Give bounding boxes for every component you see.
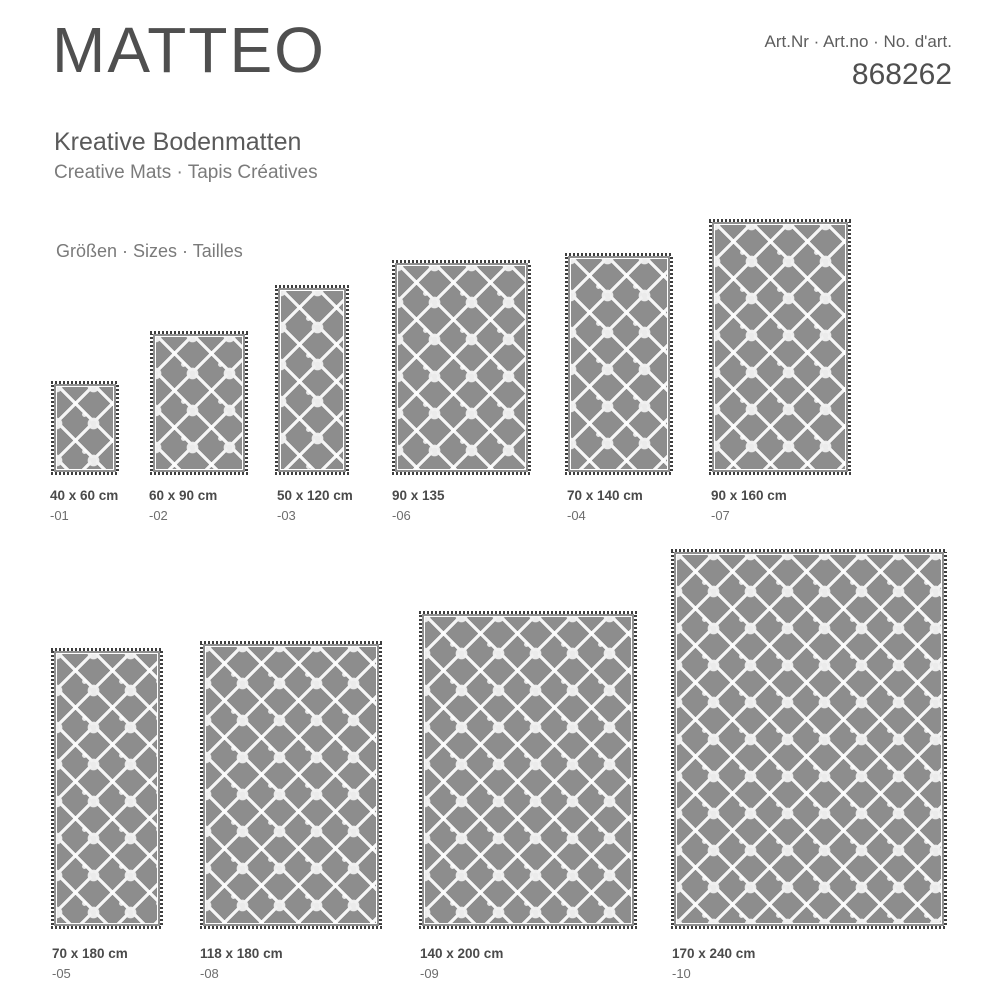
mat-caption-02 — [149, 488, 217, 523]
mat-swatch-03 — [272, 282, 352, 478]
mat-code-09: -09 — [420, 966, 439, 981]
mat-pattern — [571, 259, 667, 469]
mat-pattern — [425, 617, 631, 923]
mat-caption-01 — [50, 488, 118, 523]
mat-size-08: 118 x 180 cm — [200, 946, 283, 961]
article-number-value: 868262 — [851, 58, 952, 91]
mat-code-07: -07 — [711, 508, 730, 523]
mat-pattern — [57, 387, 113, 469]
mat-size-10: 170 x 240 cm — [672, 946, 756, 961]
mat-swatch-07 — [706, 216, 854, 478]
mat-code-02: -02 — [149, 508, 168, 523]
mat-pattern — [57, 654, 157, 923]
mat-code-10: -10 — [672, 966, 691, 981]
mat-swatch-05 — [48, 645, 166, 932]
mat-size-09: 140 x 200 cm — [420, 946, 504, 961]
sizes-section-label: Größen · Sizes · Tailles — [56, 241, 243, 261]
mat-caption-05 — [52, 946, 128, 981]
mat-caption-03 — [277, 488, 353, 523]
mat-code-06: -06 — [392, 508, 411, 523]
mat-size-03: 50 x 120 cm — [277, 488, 353, 503]
mat-swatch-01 — [48, 378, 122, 478]
mat-swatch-09 — [416, 608, 640, 932]
mat-pattern — [715, 225, 845, 469]
mat-code-01: -01 — [50, 508, 69, 523]
mat-swatch-10 — [668, 546, 950, 932]
mat-caption-10 — [672, 946, 755, 981]
mat-pattern — [206, 647, 376, 923]
mat-size-05: 70 x 180 cm — [52, 946, 128, 961]
mat-code-08: -08 — [200, 966, 219, 981]
article-number-label: Art.Nr · Art.no · No. d'art. — [764, 32, 952, 51]
brand-title: MATTEO — [52, 14, 326, 86]
mat-size-06: 90 x 135 — [392, 488, 445, 503]
mat-caption-07 — [711, 488, 787, 523]
mat-swatch-04 — [562, 250, 676, 478]
mat-code-04: -04 — [567, 508, 586, 523]
mat-size-01: 40 x 60 cm — [50, 488, 119, 503]
mat-code-05: -05 — [52, 966, 71, 981]
mat-pattern — [281, 291, 343, 469]
mat-pattern — [677, 555, 941, 923]
mat-caption-08 — [200, 946, 283, 981]
mat-caption-09 — [420, 946, 503, 981]
mat-size-04: 70 x 140 cm — [567, 488, 643, 503]
mat-caption-06 — [392, 488, 445, 523]
mat-caption-04 — [567, 488, 643, 523]
mat-code-03: -03 — [277, 508, 296, 523]
mat-swatch-02 — [147, 328, 251, 478]
mat-size-02: 60 x 90 cm — [149, 488, 218, 503]
mat-swatch-06 — [389, 257, 534, 478]
mat-pattern — [398, 266, 525, 469]
mat-pattern — [156, 337, 242, 469]
mat-size-07: 90 x 160 cm — [711, 488, 787, 503]
brand-subtitle-de: Kreative Bodenmatten — [54, 128, 302, 156]
mat-swatch-08 — [197, 638, 385, 932]
brand-subtitle-en-fr: Creative Mats · Tapis Créatives — [54, 162, 318, 183]
